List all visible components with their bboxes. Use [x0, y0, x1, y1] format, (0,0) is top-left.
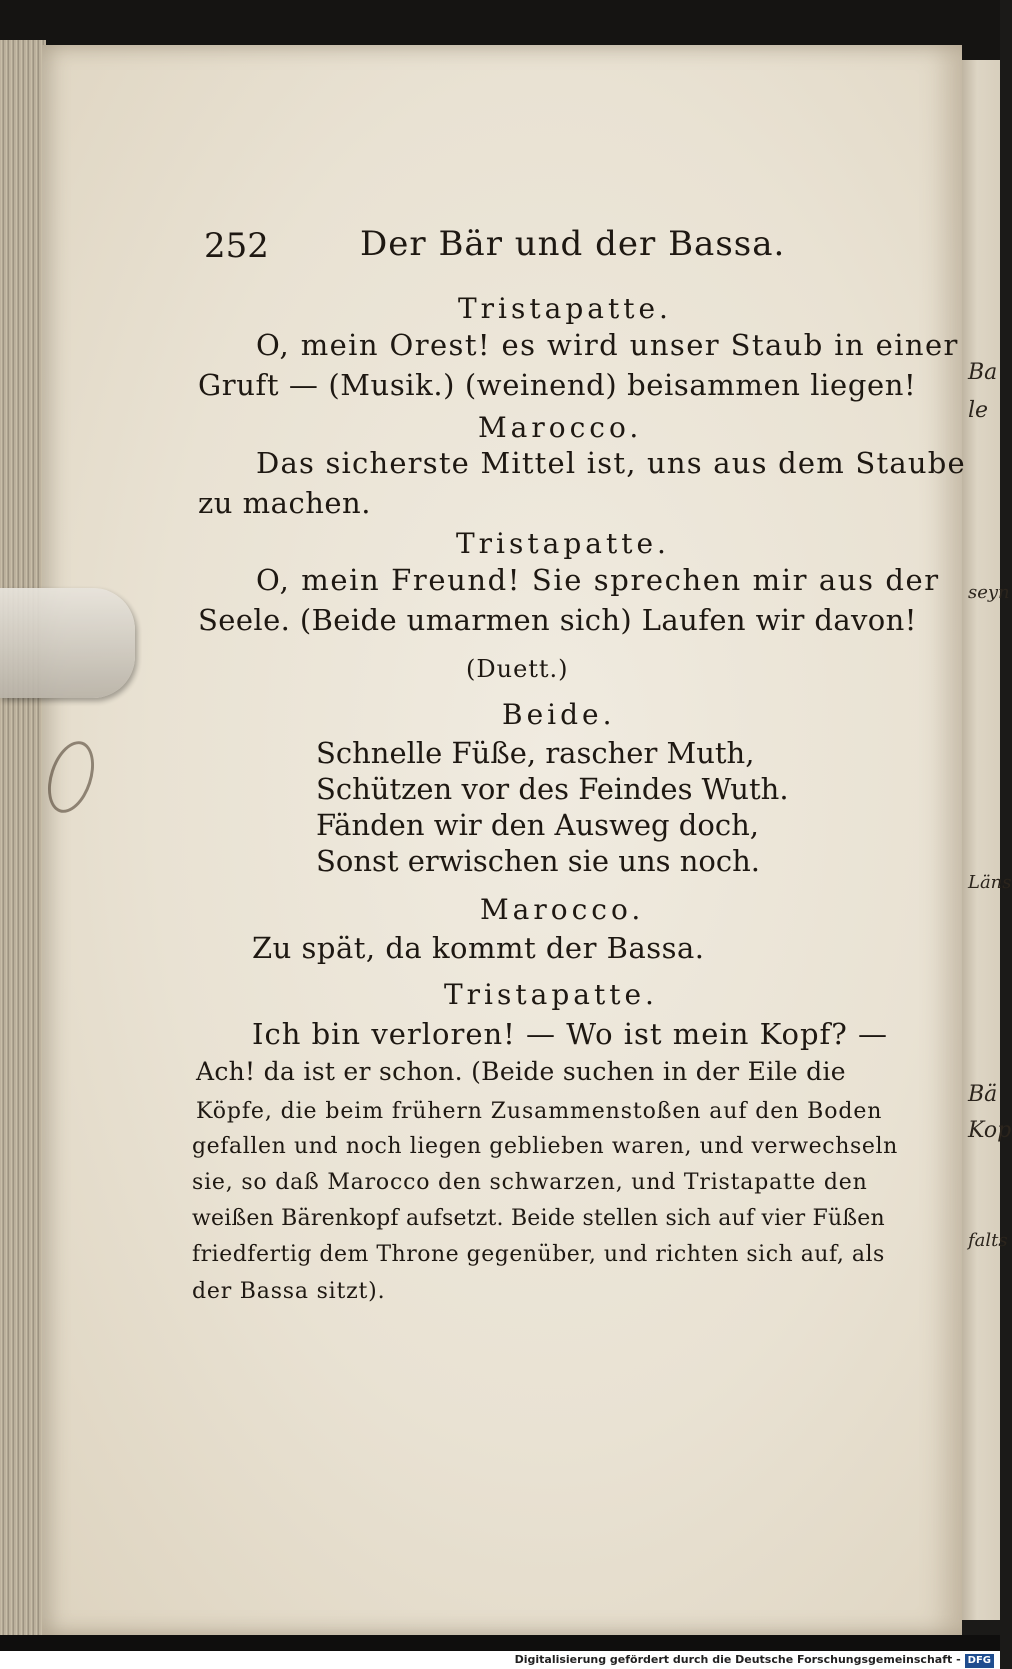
speaker-name: Beide. — [502, 698, 616, 731]
page-edge-stack — [0, 40, 46, 1640]
text-line: Gruft — (Musik.) (weinend) beisammen liegen! — [198, 368, 917, 402]
text-line: zu machen. — [198, 486, 371, 520]
facing-fragment: le — [968, 398, 989, 423]
stage-direction: friedfertig dem Throne gegenüber, und richten sich auf, als — [192, 1242, 885, 1267]
text-line: Seele. (Beide umarmen sich) Laufen wir davon! — [198, 603, 917, 637]
running-title: Der Bär und der Bassa. — [360, 224, 786, 264]
facing-fragment: falts — [968, 1230, 1008, 1251]
verse-line: Fänden wir den Ausweg doch, — [316, 808, 759, 842]
page-number: 252 — [204, 226, 269, 266]
text-line: O, mein Freund! Sie sprechen mir aus der — [256, 563, 940, 597]
facing-fragment: Bä — [968, 1082, 998, 1107]
stage-direction: sie, so daß Marocco den schwarzen, und Tristapatte den — [192, 1170, 868, 1195]
text-line: Das sicherste Mittel ist, uns aus dem Staube — [256, 446, 966, 480]
facing-fragment: Kop — [968, 1118, 1012, 1143]
text-line: O, mein Orest! es wird unser Staub in einer — [256, 328, 959, 362]
stage-direction: der Bassa sitzt). — [192, 1279, 386, 1304]
speaker-name: Marocco. — [478, 411, 643, 444]
speaker-name: Marocco. — [480, 893, 645, 926]
verse-line: Schützen vor des Feindes Wuth. — [316, 772, 789, 806]
verse-line: Schnelle Füße, rascher Muth, — [316, 736, 755, 770]
dfg-logo: DFG — [965, 1654, 994, 1668]
text-line: Zu spät, da kommt der Bassa. — [252, 931, 705, 965]
stage-direction: (Duett.) — [466, 655, 569, 683]
text-line: Ich bin verloren! — Wo ist mein Kopf? — — [252, 1017, 889, 1051]
text-line: Ach! da ist er schon. (Beide suchen in der Eile die — [196, 1057, 846, 1086]
stage-direction: weißen Bärenkopf aufsetzt. Beide stellen sich auf vier Füßen — [192, 1206, 885, 1231]
verse-line: Sonst erwischen sie uns noch. — [316, 844, 761, 878]
stage-direction: Köpfe, die beim frühern Zusammenstoßen auf den Boden — [196, 1099, 883, 1124]
speaker-name: Tristapatte. — [456, 527, 670, 560]
credit-text: Digitalisierung gefördert durch die Deutsche Forschungsgemeinschaft - — [514, 1653, 961, 1666]
facing-fragment: Ba — [968, 360, 998, 385]
speaker-name: Tristapatte. — [458, 292, 672, 325]
facing-fragment: Läns — [968, 872, 1012, 893]
stage-direction: gefallen und noch liegen geblieben waren, und verwechseln — [192, 1134, 898, 1159]
speaker-name: Tristapatte. — [444, 978, 658, 1011]
page-clip — [0, 588, 135, 698]
digitization-credit — [0, 1651, 1000, 1669]
facing-fragment: seyn — [968, 582, 1010, 603]
facing-page-sliver — [962, 60, 1000, 1620]
